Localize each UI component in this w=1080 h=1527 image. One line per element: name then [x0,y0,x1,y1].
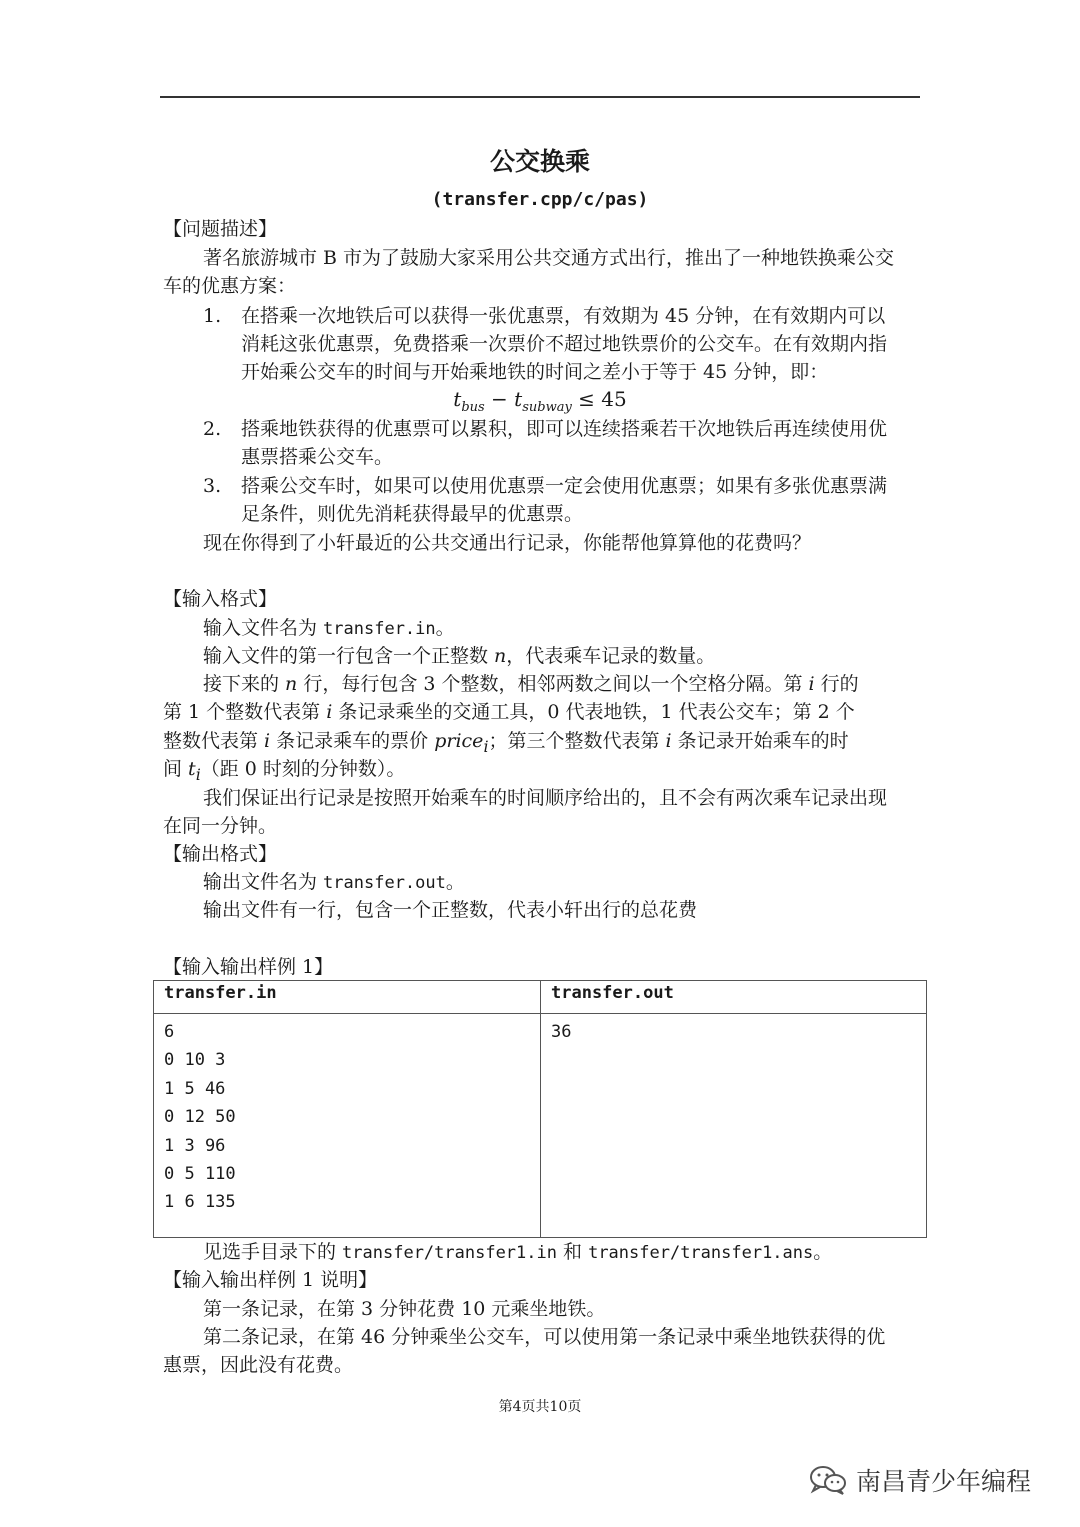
watermark [808,1460,1058,1500]
problem-subtitle: (transfer.cpp/c/pas) [431,189,649,210]
header-rule [160,96,920,98]
sample-input-cell [154,1014,541,1238]
sample-data-row [154,1014,927,1238]
input-line: 1 6 135 [164,1192,236,1213]
output-format-heading: 【输出格式】 [163,843,278,865]
input-line: 0 12 50 [164,1107,236,1128]
explain-heading: 【输入输出样例 1 说明】 [163,1269,378,1291]
explain-line-1: 第一条记录，在第 3 分钟花费 10 元乘坐地铁。 [203,1298,606,1320]
intro-line-2: 车的优惠方案： [163,275,297,297]
rule-3-line-1: 搭乘公交车时，如果可以使用优惠票一定会使用优惠票；如果有多张优惠票满 [241,475,888,497]
rule-1-number: 1. [203,305,222,327]
page-footer: 第4页共10页 [498,1399,582,1415]
problem-title: 公交换乘 [489,147,590,176]
output-desc-line: 输出文件有一行，包含一个正整数，代表小轩出行的总花费 [203,899,698,921]
input-desc-line-4: 间 $t_i$（距 0 时刻的分钟数）。 [163,758,406,784]
rule-1-line-2: 消耗这张优惠票，免费搭乘一次票价不超过地铁票价的公交车。在有效期内指 [241,333,888,355]
input-line: 1 3 96 [164,1135,226,1156]
rule-3-number: 3. [203,475,222,497]
guarantee-line-2: 在同一分钟。 [163,815,278,837]
sample-output-header: transfer.out [541,981,927,1014]
sample-input-header: transfer.in [154,981,541,1014]
input-desc-line-3: 整数代表第 i 条记录乘车的票价 price$_i$；第三个整数代表第 i 条记录开始乘车的时 [163,730,849,756]
input-line: 0 5 110 [164,1164,236,1185]
guarantee-line-1: 我们保证出行记录是按照开始乘车的时间顺序给出的，且不会有两次乘车记录出现 [203,787,888,809]
sample-heading: 【输入输出样例 1】 [163,956,334,978]
rule-2-number: 2. [203,418,222,440]
rule-2-line-2: 惠票搭乘公交车。 [241,446,394,468]
input-desc-line-1: 接下来的 n 行，每行包含 3 个整数，相邻两数之间以一个空格分隔。第 i 行的 [203,673,859,695]
input-line: 1 5 46 [164,1078,226,1099]
output-line: 36 [551,1022,572,1042]
explain-line-3: 惠票，因此没有花费。 [163,1354,354,1376]
input-line: 6 [164,1022,175,1042]
input-line: 0 10 3 [164,1050,226,1071]
input-format-heading: 【输入格式】 [163,588,278,610]
output-file-line: 输出文件名为 transfer.out。 [203,871,465,893]
question-line: 现在你得到了小轩最近的公共交通出行记录，你能帮他算算他的花费吗？ [203,532,812,554]
rule-2-line-1: 搭乘地铁获得的优惠票可以累积，即可以连续搭乘若干次地铁后再连续使用优 [241,418,888,440]
time-formula: $t_{bus} - t_{subway} \le 45$ [453,387,627,415]
input-desc-line-2: 第 1 个整数代表第 i 条记录乘坐的交通工具，0 代表地铁，1 代表公交车；第 2 个 [163,701,855,723]
sample-files-note: 见选手目录下的 transfer/transfer1.in 和 transfer/transfer1.ans。 [203,1241,833,1263]
problem-heading: 【问题描述】 [163,218,278,240]
rule-3-line-2: 足条件，则优先消耗获得最早的优惠票。 [241,503,584,525]
watermark-text: 南昌青少年编程 [856,1467,1032,1496]
input-first-line-desc: 输入文件的第一行包含一个正整数 n，代表乘车记录的数量。 [203,645,716,667]
input-file-line: 输入文件名为 transfer.in。 [203,617,455,639]
sample-output-cell [541,1014,927,1238]
sample-header-row [154,981,927,1014]
wechat-icon [808,1463,848,1497]
intro-line-1: 著名旅游城市 B 市为了鼓励大家采用公共交通方式出行，推出了一种地铁换乘公交 [203,247,895,269]
rule-1-line-3: 开始乘公交车的时间与开始乘地铁的时间之差小于等于 45 分钟，即： [241,361,829,383]
explain-line-2: 第二条记录，在第 46 分钟乘坐公交车，可以使用第一条记录中乘坐地铁获得的优 [203,1326,886,1348]
rule-1-line-1: 在搭乘一次地铁后可以获得一张优惠票，有效期为 45 分钟，在有效期内可以 [241,305,886,327]
sample-table [153,980,927,1238]
